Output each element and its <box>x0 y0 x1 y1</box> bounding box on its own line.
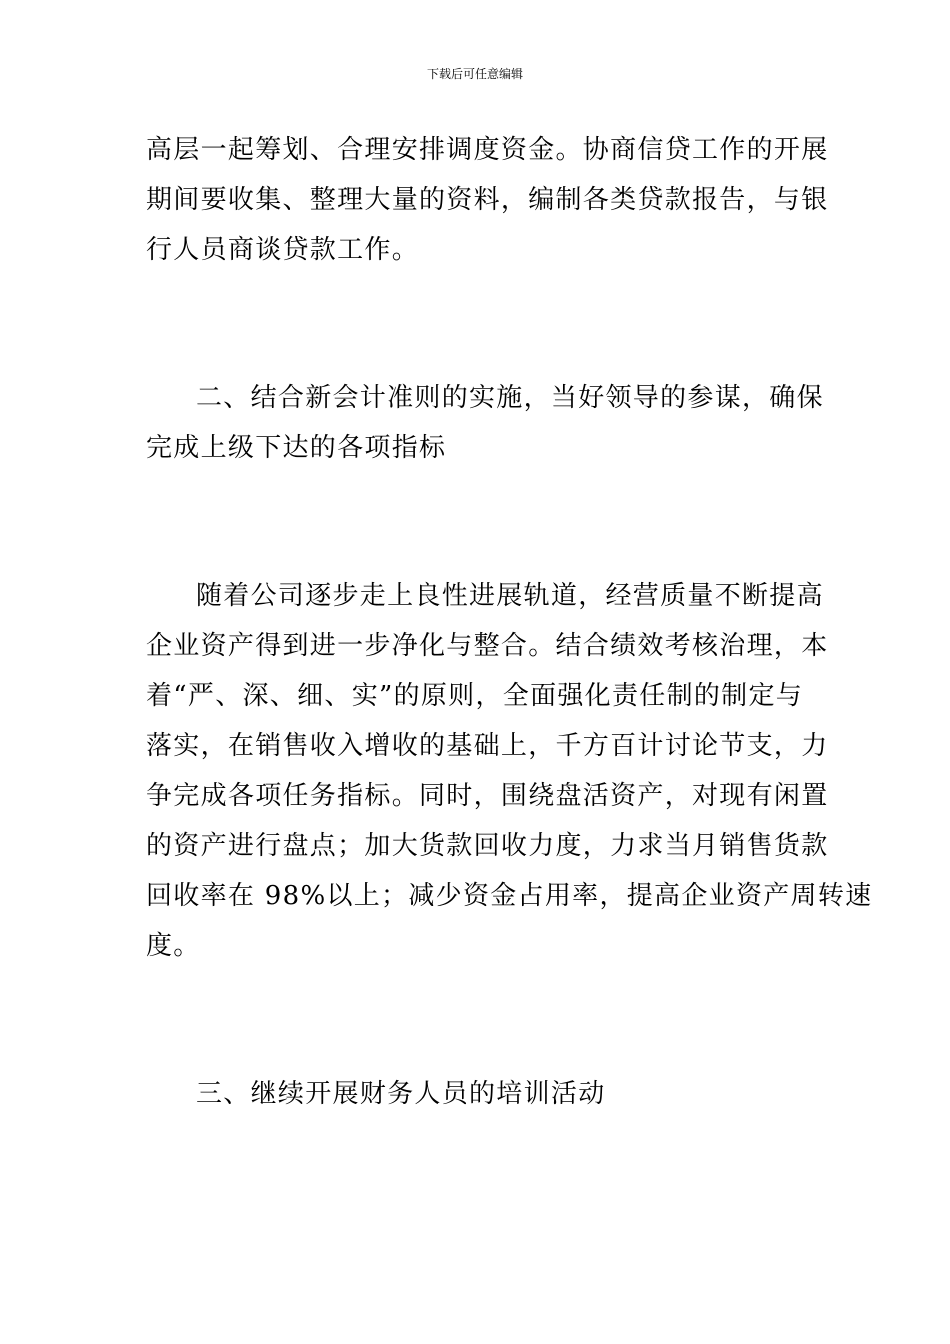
page-header: 下载后可任意编辑 <box>426 67 523 81</box>
heading-line: 二、结合新会计准则的实施，当好领导的参谋，确保 <box>196 383 824 413</box>
paragraph-line: 期间要收集、整理大量的资料，编制各类贷款报告，与银 <box>146 185 829 215</box>
paragraph-line: 回收率在 98%以上；减少资金占用率，提高企业资产周转速 <box>146 881 873 911</box>
paragraph-line: 度。 <box>146 931 201 961</box>
paragraph-line: 落实，在销售收入增收的基础上，千方百计讨论节支，力 <box>146 731 829 761</box>
paragraph-line: 企业资产得到进一步净化与整合。结合绩效考核治理，本 <box>146 631 829 661</box>
paragraph-line: 的资产进行盘点；加大货款回收力度，力求当月销售货款 <box>146 831 829 861</box>
heading-line: 三、继续开展财务人员的培训活动 <box>196 1079 606 1109</box>
paragraph-line: 着“严、深、细、实”的原则，全面强化责任制的制定与 <box>146 681 804 711</box>
paragraph-line: 争完成各项任务指标。同时，围绕盘活资产，对现有闲置 <box>146 781 829 811</box>
heading-line: 完成上级下达的各项指标 <box>146 433 447 463</box>
paragraph-line: 随着公司逐步走上良性进展轨道，经营质量不断提高 <box>196 581 824 611</box>
paragraph-line: 行人员商谈贷款工作。 <box>146 235 420 265</box>
paragraph-line: 高层一起筹划、合理安排调度资金。协商信贷工作的开展 <box>146 135 829 165</box>
